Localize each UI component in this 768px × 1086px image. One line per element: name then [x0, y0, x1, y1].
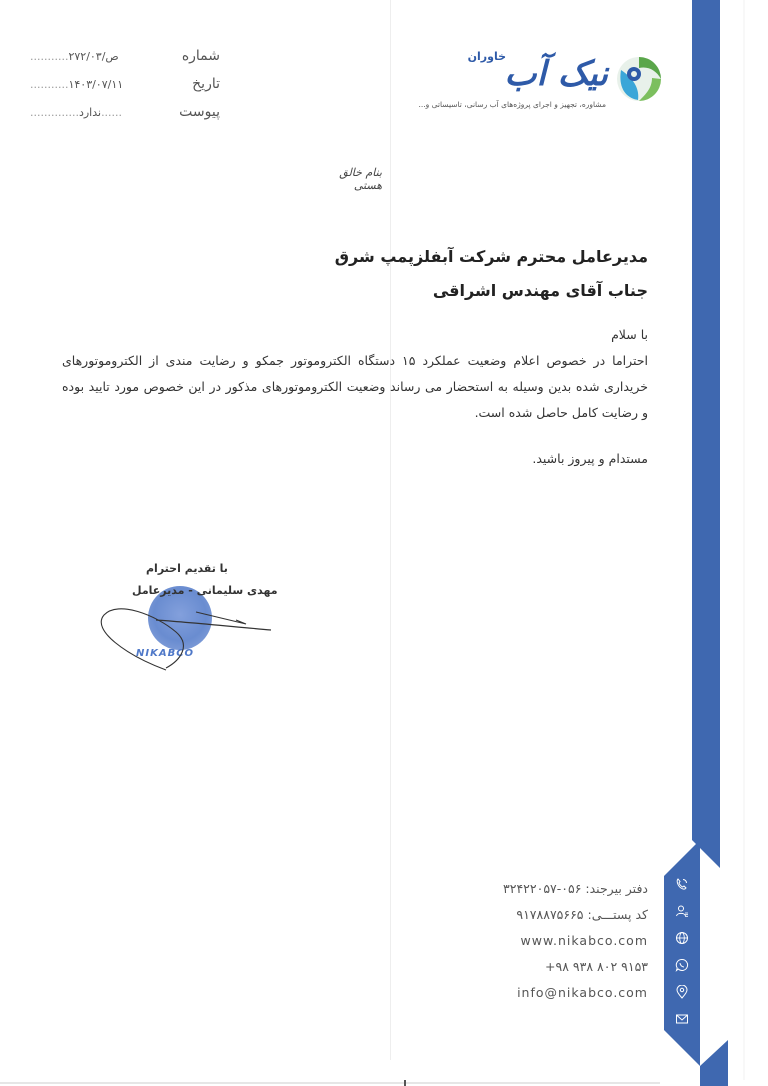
location-icon: [668, 978, 696, 1005]
logo-tagline: مشاوره، تجهیز و اجرای پروژه‌های آب رسانی، تاسیساتی و...: [418, 100, 606, 109]
body-paragraph: احتراما در خصوص اعلام وضعیت عملکرد ۱۵ دستگاه الکتروموتور جمکو و رضایت مندی از الکتروموتورهای خریداری شده بدین وسیله به استحضار می رساند وضعیت الکتروموتورهای مذکور در این خصوص مورد تایید بوده و رضایت کامل حاصل شده است.: [62, 353, 648, 420]
signatory-name: مهدی سلیمانی - مدیرعامل: [132, 584, 278, 597]
mail-icon: [668, 1005, 696, 1032]
contact-postal-code: کد پستـــی: ۹۱۷۸۸۷۵۶۶۵: [516, 907, 648, 922]
contact-website[interactable]: www.nikabco.com: [520, 933, 648, 948]
recipient-block: [335, 240, 648, 308]
contact-whatsapp: +۹۸ ۹۳۸ ۸۰۲ ۹۱۵۳: [545, 959, 648, 974]
scan-bottom-edge: [0, 1082, 660, 1084]
recipient-name: جناب آقای مهندس اشراقی: [432, 281, 648, 300]
signature-block: [96, 560, 276, 675]
whatsapp-icon: [668, 951, 696, 978]
letter-date-label: تاریخ: [192, 76, 220, 92]
contact-icons: [668, 870, 696, 1032]
scan-fold-line: [390, 0, 391, 1060]
contact-email[interactable]: info@nikabco.com: [517, 985, 648, 1000]
letter-number-value: ص/۲۷۲/۰۳: [68, 50, 119, 63]
logo-sub-name: خاوران: [467, 50, 506, 63]
invocation-text: بنام خالق هستی: [339, 166, 382, 192]
contact-block: [428, 876, 648, 1006]
phone-icon: [668, 870, 696, 897]
company-logo: [418, 50, 662, 116]
handwritten-signature-icon: [96, 560, 276, 675]
letter-number-label: شماره: [181, 48, 220, 64]
signature-regards: با تقدیم احترام: [146, 562, 228, 575]
letter-date-value: ۱۴۰۳/۰۷/۱۱: [68, 78, 124, 91]
letter-attachment-value: ندارد: [78, 106, 102, 119]
greeting: با سلام: [611, 327, 648, 342]
closing-line: مستدام و پیروز باشید.: [532, 451, 648, 466]
contact-phone-office: دفتر بیرجند: ۰۵۶-۳۲۴۲۲۰۵۷: [503, 881, 648, 896]
letter-date-row: تاریخ ۱۴۰۳/۰۷/۱۱...........: [30, 76, 220, 92]
letter-body: [62, 322, 648, 472]
stamp-text: NIKABCO: [136, 648, 195, 659]
logo-mark-icon: [616, 56, 662, 102]
recipient-title: مدیرعامل محترم شرکت آبفلزپمپ شرق: [334, 247, 648, 266]
letter-number-row: شماره ص/۲۷۲/۰۳...........: [30, 48, 220, 64]
letter-attachment-row: پیوست ......ندارد..............: [30, 104, 220, 120]
postal-code-icon: [668, 897, 696, 924]
scan-mark: [404, 1080, 406, 1086]
letter-meta: [30, 48, 220, 132]
logo-name: نیک آب: [504, 54, 608, 94]
globe-icon: [668, 924, 696, 951]
letter-attachment-label: پیوست: [179, 104, 220, 120]
